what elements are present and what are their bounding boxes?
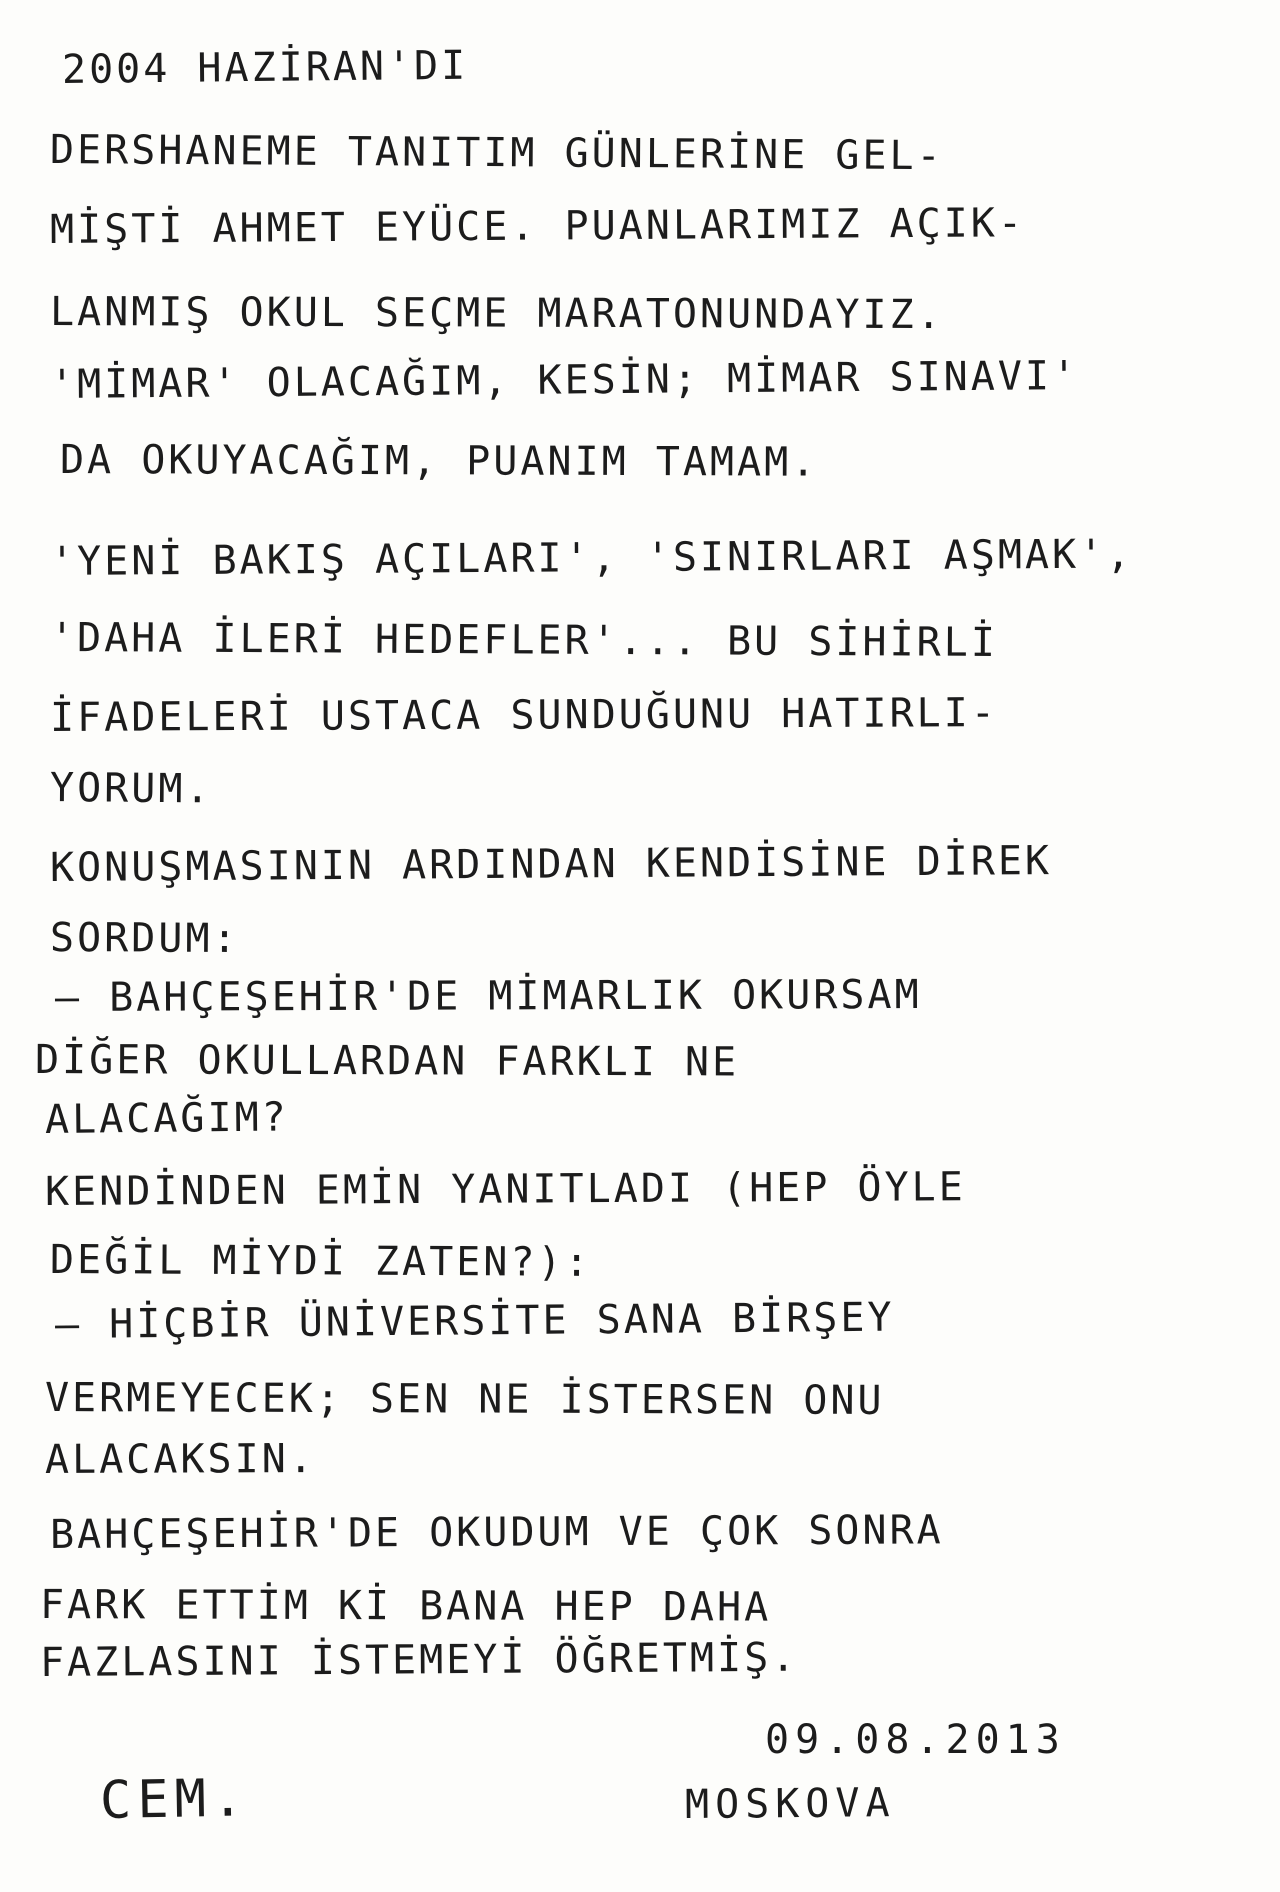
letter-line-16: KENDİNDEN EMİN YANITLADI (HEP ÖYLE	[44, 1164, 966, 1215]
letter-line-7: 'YENİ BAKIŞ AÇILARI', 'SINIRLARI AŞMAK',	[49, 531, 1134, 585]
letter-line-18: – HİÇBİR ÜNİVERSİTE SANA BİRŞEY	[54, 1294, 895, 1348]
letter-line-13: – BAHÇEŞEHİR'DE MİMARLIK OKURSAM	[54, 971, 922, 1021]
letter-date: 09.08.2013	[765, 1717, 1066, 1763]
letter-line-10: YORUM.	[49, 765, 213, 813]
letter-line-20: ALACAKSIN.	[44, 1436, 316, 1483]
letter-line-8: 'DAHA İLERİ HEDEFLER'... BU SİHİRLİ	[49, 615, 998, 666]
letter-line-22: FARK ETTİM Kİ BANA HEP DAHA	[39, 1582, 772, 1631]
letter-line-5: 'MİMAR' OLACAĞIM, KESİN; MİMAR SINAVI'	[49, 353, 1080, 408]
letter-line-4: LANMIŞ OKUL SEÇME MARATONUNDAYIZ.	[49, 289, 944, 339]
letter-line-23: FAZLASINI İSTEMEYİ ÖĞRETMİŞ.	[39, 1634, 799, 1686]
letter-line-9: İFADELERİ USTACA SUNDUĞUNU HATIRLI-	[49, 690, 998, 741]
letter-line-12: SORDUM:	[49, 915, 240, 962]
letter-line-15: ALACAĞIM?	[44, 1094, 289, 1143]
letter-line-11: KONUŞMASININ ARDINDAN KENDİSİNE DİREK	[49, 838, 1053, 891]
letter-signature: CEM.	[99, 1768, 250, 1831]
letter-line-1: 2004 HAZİRAN'DI	[61, 42, 469, 93]
letter-line-2: DERSHANEME TANITIM GÜNLERİNE GEL-	[49, 127, 944, 180]
letter-line-3: MİŞTİ AHMET EYÜCE. PUANLARIMIZ AÇIK-	[49, 200, 1026, 253]
letter-line-14: DİĞER OKULLARDAN FARKLI NE	[34, 1037, 740, 1086]
letter-line-17: DEĞİL MİYDİ ZATEN?):	[49, 1237, 592, 1286]
letter-place: MOSKOVA	[684, 1780, 896, 1828]
letter-line-6: DA OKUYACAĞIM, PUANIM TAMAM.	[59, 437, 819, 486]
letter-line-21: BAHÇEŞEHİR'DE OKUDUM VE ÇOK SONRA	[49, 1507, 944, 1558]
letter-line-19: VERMEYECEK; SEN NE İSTERSEN ONU	[44, 1375, 885, 1424]
